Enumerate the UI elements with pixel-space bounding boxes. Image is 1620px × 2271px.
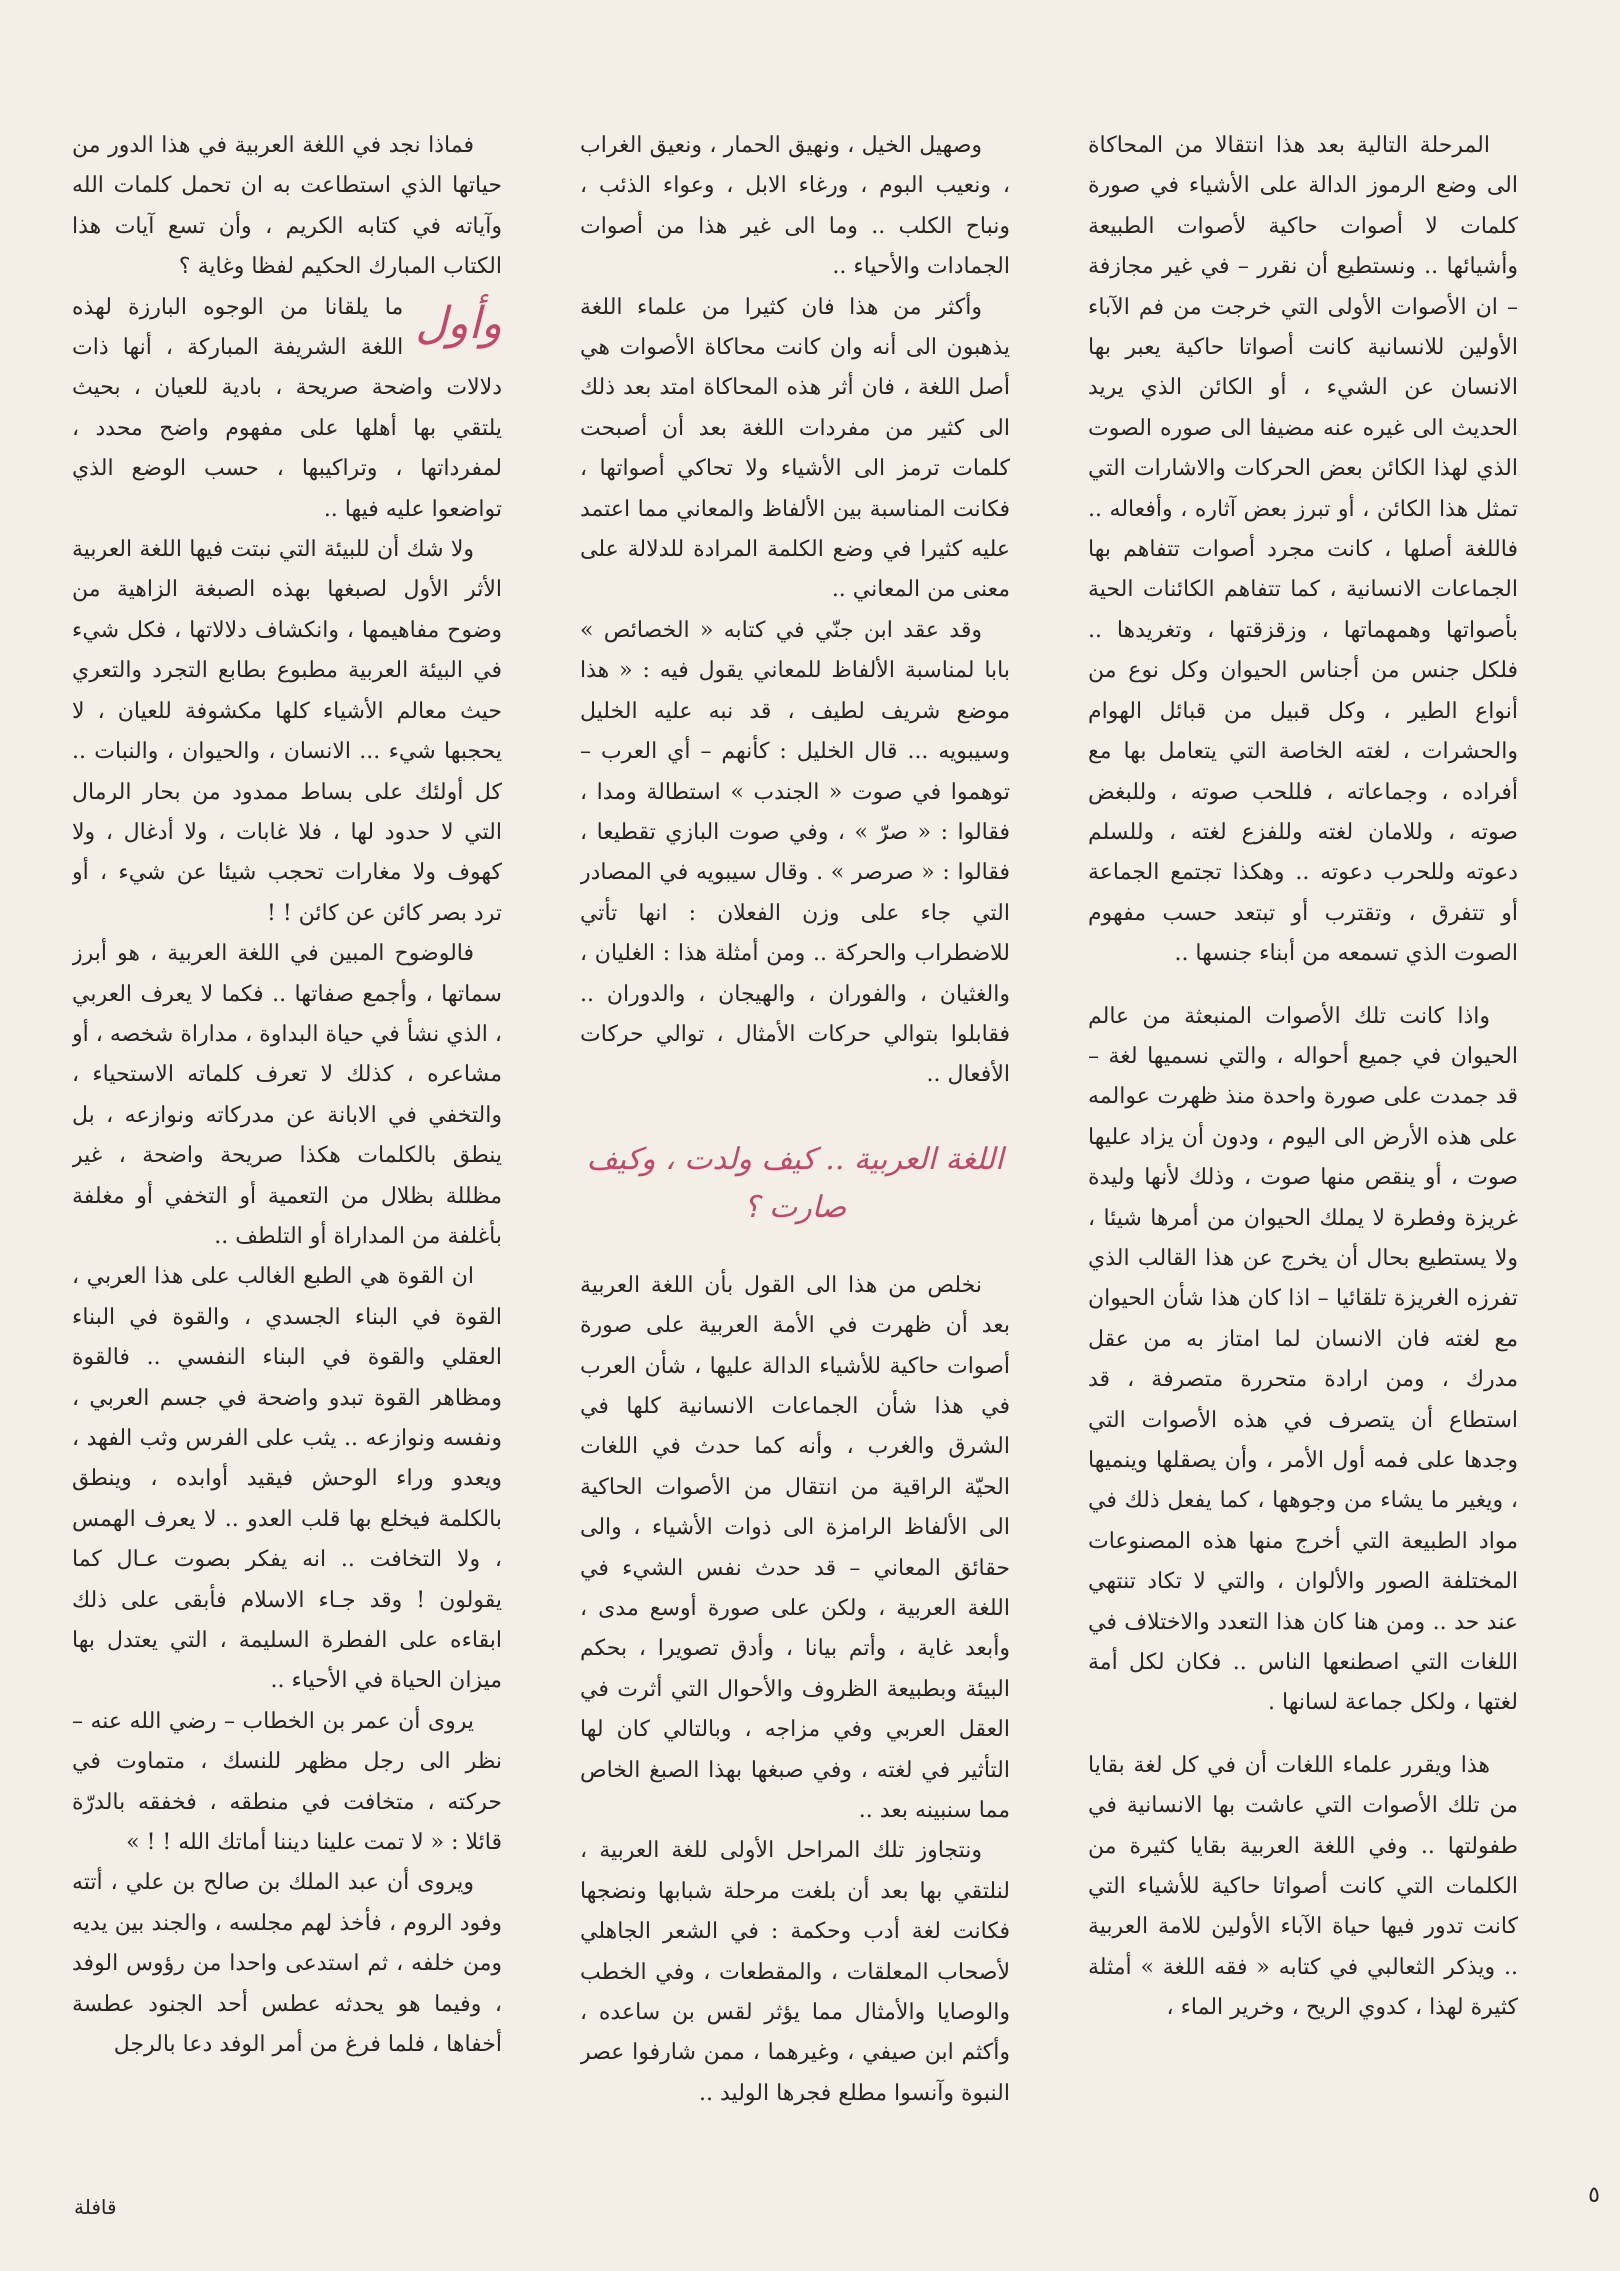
paragraph: فالوضوح المبين في اللغة العربية ، هو أبرز سماتها ، وأجمع صفاتها .. فكما لا يعرف العربي ، الذي نشأ في حياة البداوة ، مداراة شخصه ، أو مشاعره ، كذلك لا تعرف كلماته الاستحياء ، والتخفي في الابانة عن مدركاته ونوازعه ، بل ينطق بالكلمات هكذا صريحة واضحة ، غير مظللة بظلال من التعمية أو التخفي أو مغلفة بأغلفة من المداراة أو التلطف .. xyxy=(72,941,502,1249)
paragraph: المرحلة التالية بعد هذا انتقالا من المحاكاة الى وضع الرموز الدالة على الأشياء في صورة كلمات لا أصوات حاكية لأصوات الطبيعة وأشيائها .. ونستطيع أن نقرر – في غير مجازفة – ان الأصوات الأولى التي خرجت من فم الآباء الأولين للانسانية كانت أصواتا حاكية يعبر بها الانسان عن الشيء ، أو الكائن الذي يريد الحديث الى غيره عنه مضيفا الى صوره الصوت الذي لهذا الكائن بعض الحركات والاشارات التي تمثل هذا الكائن ، أو تبرز بعض آثاره ، وأفعاله .. فاللغة أصلها ، كانت مجرد أصوات تتفاهم بها الجماعات الانسانية ، كما تتفاهم الكائنات الحية بأصواتها وهمهماتها ، وزقزقتها ، وتغريدها .. فلكل جنس من أجناس الحيوان وكل نوع من أنواع الطير ، وكل قبيل من قبائل الهوام والحشرات ، لغته الخاصة التي يتعامل بها مع أفراده ، وجماعاته ، فللحب صوته ، وللبغض صوته ، وللامان لغته وللفزع لغته ، وللسلم دعوته وللحرب دعوته .. وهكذا تجتمع الجماعة أو تتفرق ، وتقترب أو تبتعد حسب مفهوم الصوت الذي تسمعه من أبناء جنسها .. xyxy=(1088,133,1518,967)
drop-paragraph-text: ما يلقانا من الوجوه البارزة لهذه اللغة الشريفة المباركة ، أنها ذات دلالات واضحة صريحة ، بادية للعيان ، بحيث يلتقي بها أهلها على مفهوم واضح محدد ، لمفرداتها ، وتراكيبها ، حسب الوضع الذي تواضعوا عليه فيها .. xyxy=(72,294,502,522)
paragraph: وأكثر من هذا فان كثيرا من علماء اللغة يذهبون الى أنه وان كانت محاكاة الأصوات هي أصل اللغة ، فان أثر هذه المحاكاة امتد بعد ذلك الى كثير من مفردات اللغة بعد أن أصبحت كلمات ترمز الى الأشياء ولا تحاكي أصواتها ، فكانت المناسبة بين الألفاظ والمعاني مما اعتمد عليه كثيرا في وضع الكلمة المرادة للدلالة على معنى من المعاني .. xyxy=(580,294,1010,603)
text-column-middle xyxy=(580,126,1010,2166)
paragraph: هذا ويقرر علماء اللغات أن في كل لغة بقايا من تلك الأصوات التي عاشت بها الانسانية في طفولتها .. وفي اللغة العربية بقايا كثيرة من الكلمات التي كانت أصواتا حاكية للأشياء التي كانت تدور فيها حياة الآباء الأولين للامة العربية .. ويذكر الثعالبي في كتابه « فقه اللغة » أمثلة كثيرة لهذا ، كدوي الريح ، وخرير الماء ، xyxy=(1088,1752,1518,2021)
paragraph: ولا شك أن للبيئة التي نبتت فيها اللغة العربية الأثر الأول لصبغها بهذه الصبغة الزاهية من وضوح مفاهيمها ، وانكشاف دلالاتها ، فكل شيء في البيئة العربية مطبوع بطابع التجرد والتعري حيث معالم الأشياء كلها مكشوفة للعيان ، لا يحجبها شيء ... الانسان ، والحيوان ، والنبات .. كل أولئك على بساط ممدود من بحار الرمال التي لا حدود لها ، فلا غابات ، ولا أدغال ، ولا كهوف ولا مغارات تحجب شيئا عن شيء ، أو ترد بصر كائن عن كائن ! ! xyxy=(72,537,502,926)
paragraph: ونتجاوز تلك المراحل الأولى للغة العربية ، لنلتقي بها بعد أن بلغت مرحلة شبابها ونضجها فكانت لغة أدب وحكمة : في الشعر الجاهلي لأصحاب المعلقات ، والمقطعات ، وفي الخطب والوصايا والأمثال مما يؤثر لقس بن ساعده ، وأكثم ابن صيفي ، وغيرهما ، ممن شارفوا عصر النبوة وآنسوا مطلع فجرها الوليد .. xyxy=(580,1838,1010,2106)
text-column-right xyxy=(1088,126,1518,2166)
paragraph: ان القوة هي الطبع الغالب على هذا العربي ، القوة في البناء الجسدي ، والقوة في البناء العقلي والقوة في البناء النفسي .. فالقوة ومظاهر القوة تبدو واضحة في جسم العربي ، ونفسه ونوازعه .. يثب على الفرس وثب الفهد ، ويعدو وراء الوحش فيقيد أوابده ، وينطق بالكلمة فيخلع بها قلب العدو .. لا يعرف الهمس ، ولا التخافت .. انه يفكر بصوت عـال كما يقولون ! وقد جـاء الاسلام فأبقى على ذلك ابقاءه على الفطرة السليمة ، التي يعتدل بها ميزان الحياة في الأحياء .. xyxy=(72,1264,502,1694)
paragraph: وصهيل الخيل ، ونهيق الحمار ، ونعيق الغراب ، ونعيب البوم ، ورغاء الابل ، وعواء الذئب ، ونباح الكلب .. وما الى غير هذا من أصوات الجمادات والأحياء .. xyxy=(580,133,1010,280)
paragraph: وقد عقد ابن جنّي في كتابه « الخصائص » بابا لمناسبة الألفاظ للمعاني يقول فيه : « هذا موضع شريف لطيف ، قد نبه عليه الخليل وسيبويه ... قال الخليل : كأنهم – أي العرب – توهموا في صوت « الجندب » استطالة ومدا ، فقالوا : « صرّ » ، وفي صوت البازي تقطيعا ، فقالوا : « صرصر » . وقال سيبويه في المصادر التي جاء على وزن الفعلان : انها تأتي للاضطراب والحركة .. ومن أمثلة هذا : الغليان ، والغثيان ، والفوران ، والهيجان ، والدوران .. فقابلوا بتوالي حركات الأمثال ، توالي حركات الأفعال .. xyxy=(580,617,1010,1088)
drop-paragraph xyxy=(72,288,502,530)
paragraph: نخلص من هذا الى القول بأن اللغة العربية بعد أن ظهرت في الأمة العربية على صورة أصوات حاكية للأشياء الدالة عليها ، شأن العرب في هذا شأن الجماعات الانسانية كلها في الشرق والغرب ، وأنه كما حدث في اللغات الحيّة الراقية من انتقال من الأصوات الحاكية الى الألفاظ الرامزة الى ذوات الأشياء ، والى حقائق المعاني – قد حدث نفس الشيء في اللغة العربية ، ولكن على صورة أوسع مدى ، وأبعد غاية ، وأتم بيانا ، وأدق تصويرا ، بحكم البيئة وبطبيعة الظروف والأحوال التي أثرت في العقل العربي وفي مزاجه ، وبالتالي كان لها التأثير في لغته ، وفي صبغها بهذا الصبغ الخاص مما سنبينه بعد .. xyxy=(580,1272,1010,1824)
paragraph: ويروى أن عبد الملك بن صالح بن علي ، أتته وفود الروم ، فأخذ لهم مجلسه ، والجند بين يديه ومن خلفه ، ثم استدعى واحدا من رؤوس الوفد ، وفيما هو يحدثه عطس أحد الجنود عطسة أخفاها ، فلما فرغ من أمر الوفد دعا بالرجل xyxy=(72,1870,502,2058)
drop-word: وأول xyxy=(415,297,502,349)
paragraph: واذا كانت تلك الأصوات المنبعثة من عالم الحيوان في جميع أحواله ، والتي نسميها لغة – قد جمدت على صورة واحدة منذ ظهرت عوالمه على هذه الأرض الى اليوم ، ودون أن يزاد عليها صوت ، أو ينقص منها صوت ، وذلك لأنها وليدة غريزة وفطرة لا يملك الحيوان من أمرها شيئا ، ولا يستطيع بحال أن يخرج عن هذا القالب الذي تفرزه الغريزة تلقائيا – اذا كان هذا شأن الحيوان مع لغته فان الانسان لما امتاز به من عقل مدرك ، ومن ارادة متحررة متصرفة ، قد استطاع أن يتصرف في هذه الأصوات التي وجدها على فمه أول الأمر ، وأن يصقلها وينميها ، ويغير ما يشاء من وجوهها ، كما يفعل ذلك في مواد الطبيعة التي أخرج منها هذه المصنوعات المختلفة الصور والألوان ، والتي لا تكاد تنتهي عند حد .. ومن هنا كان هذا التعدد والاختلاف في اللغات التي اصطنعها الناس .. فكان لكل أمة لغتها ، ولكل جماعة لسانها . xyxy=(1088,1003,1518,1716)
footer-mark: قافلة xyxy=(74,2195,117,2219)
section-title: اللغة العربية .. كيف ولدت ، وكيف صارت ؟ xyxy=(586,1141,1004,1225)
paragraph: يروى أن عمر بن الخطاب – رضي الله عنه – نظر الى رجل مظهر للنسك ، متماوت في حركته ، متخافت في منطقه ، فخفقه بالدرّة قائلا : « لا تمت علينا ديننا أماتك الله ! ! » xyxy=(72,1708,502,1856)
text-column-left xyxy=(72,126,502,2166)
paragraph: فماذا نجد في اللغة العربية في هذا الدور من حياتها الذي استطاعت به ان تحمل كلمات الله وآياته في كتابه الكريم ، وأن تسع آيات هذا الكتاب المبارك الحكيم لفظا وغاية ؟ xyxy=(72,133,502,280)
page-number: ٥ xyxy=(1588,2183,1600,2208)
